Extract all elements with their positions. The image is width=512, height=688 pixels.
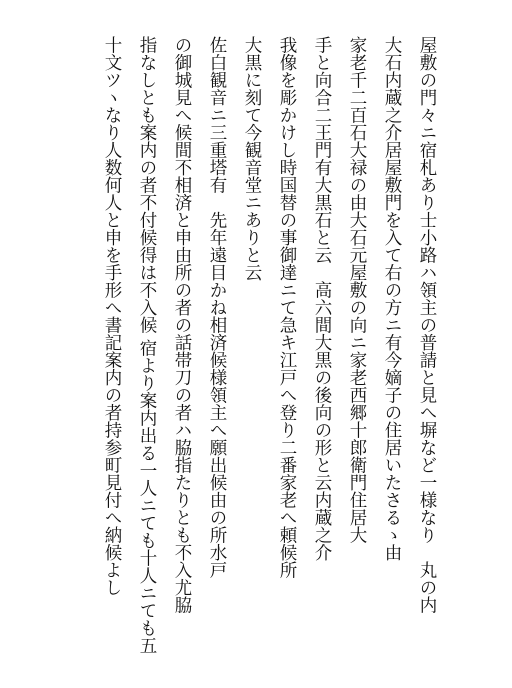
- text-column: 我像を彫かけし時国替の事御達ニて急キ江戸へ登り二番家老へ頼候所: [277, 36, 297, 579]
- text-column: 十文ツヽなり人数何人と申を手形へ書記案内の者持参町見付へ納候よし: [102, 36, 122, 596]
- text-column: 屋敷の門々ニ宿札あり士小路ハ領主の普請と見へ塀など一様なり 丸の内: [417, 36, 437, 614]
- text-column: 大黒に刻て今観音堂ニありと云: [242, 36, 262, 281]
- text-column: 指なしとも案内の者不付候得は不入候 宿より案内出る一人ニても十人ニても五: [137, 36, 157, 655]
- text-column: 手と向合二王門有大黒石と云 高六間大黒の後向の形と云内蔵之介: [312, 36, 332, 561]
- text-column: の御城見へ候間不相済と申由所の者の話帯刀の者ハ脇指たりとも不入尤脇: [172, 36, 192, 614]
- text-column: 佐白観音ニ三重塔有 先年遠目かね相済候様領主へ願出候由の所水戸: [207, 36, 227, 579]
- text-column: 大石内蔵之介居屋敷門を入て右の方ニ有今嫡子の住居いたさるゝ由: [382, 36, 402, 561]
- text-column: 家老千二百石大禄の由大石元屋敷の向ニ家老西郷十郎衛門住居大: [347, 36, 367, 544]
- vertical-text-block: [94, 36, 444, 656]
